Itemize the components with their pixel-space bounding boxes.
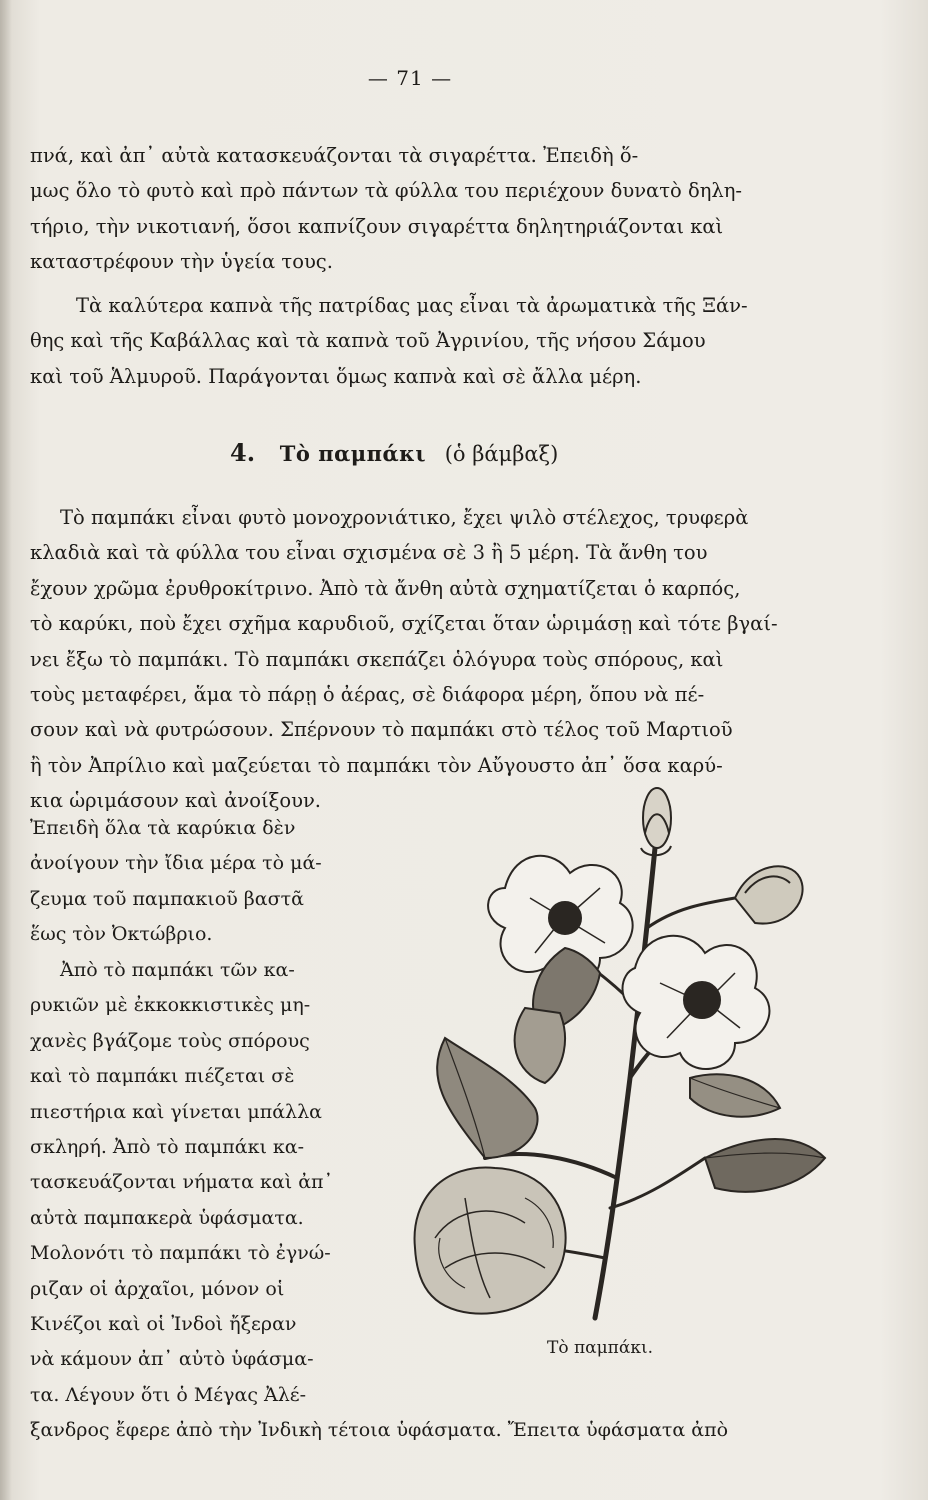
text-line: πνά, καὶ ἀπ᾽ αὐτὰ κατασκευάζονται τὰ σιγαρέττα. Ἐπειδὴ ὅ- [30,144,639,167]
text-line: ζευμα τοῦ παμπακιοῦ βαστᾶ [30,887,304,910]
text-line: τα. Λέγουν ὅτι ὁ Μέγας Ἀλέ- [30,1383,307,1406]
text-line: τοὺς μεταφέρει, ἅμα τὸ πάρῃ ὁ ἀέρας, σὲ διάφορα μέρη, ὅπου νὰ πέ- [30,683,705,707]
page-edge-shadow [0,0,12,1500]
text-line: αὐτὰ παμπακερὰ ὑφάσματα. [30,1206,304,1229]
text-line: Τὸ παμπάκι εἶναι φυτὸ μονοχρονιάτικο, ἔχει ψιλὸ στέλεχος, τρυφερὰ [60,506,749,529]
text-line: κλαδιὰ καὶ τὰ φύλλα του εἶναι σχισμένα σὲ 3 ἢ 5 μέρη. Τὰ ἄνθη του [30,541,708,565]
text-line: ἔχουν χρῶμα ἐρυθροκίτρινο. Ἀπὸ τὰ ἄνθη αὐτὰ σχηματίζεται ὁ καρπός, [30,576,741,600]
text-line: χανὲς βγάζομε τοὺς σπόρους [30,1029,310,1052]
paragraph-tobacco-health [30,138,742,280]
section-title: Τὸ παμπάκι [279,441,427,466]
text-line: νει ἔξω τὸ παμπάκι. Τὸ παμπάκι σκεπάζει ὁλόγυρα τοὺς σπόρους, καὶ [30,647,724,671]
text-line: πιεστήρια καὶ γίνεται μπάλλα [30,1100,322,1123]
text-line: Τὰ καλύτερα καπνὰ τῆς πατρίδας μας εἶναι τὰ ἀρωματικὰ τῆς Ξάν- [76,294,748,317]
text-line: σουν καὶ νὰ φυτρώσουν. Σπέρνουν τὸ παμπάκι στὸ τέλος τοῦ Μαρτιοῦ [30,718,733,742]
text-line: τὸ καρύκι, ποὺ ἔχει σχῆμα καρυδιοῦ, σχίζεται ὅταν ὡριμάσῃ καὶ τότε βγαί- [30,612,778,636]
section-subtitle: (ὁ βάμβαξ) [444,442,559,466]
text-line: Μολονότι τὸ παμπάκι τὸ ἐγνώ- [30,1242,331,1265]
text-line: ἀνοίγουν τὴν ἴδια μέρα τὸ μά- [30,852,322,875]
text-line: καταστρέφουν τὴν ὑγεία τους. [30,250,333,274]
section-number: 4. [230,438,256,467]
text-line: καὶ τοῦ Ἁλμυροῦ. Παράγονται ὅμως καπνὰ καὶ σὲ ἄλλα μέρη. [30,364,642,388]
text-line: κια ὡριμάσουν καὶ ἀνοίξουν. [30,789,322,813]
paragraph-tobacco-regions [30,288,748,394]
text-line: ρυκιῶν μὲ ἐκκοκκιστικὲς μη- [30,994,311,1017]
section-heading [230,438,558,467]
text-line: μως ὅλο τὸ φυτὸ καὶ πρὸ πάντων τὰ φύλλα του περιέχουν δυνατὸ δηλη- [30,179,743,203]
page-number: — 71 — [367,66,453,90]
paragraph-cotton-description [30,500,778,819]
text-line: σκληρή. Ἀπὸ τὸ παμπάκι κα- [30,1136,305,1159]
figure-caption: Τὸ παμπάκι. [546,1338,654,1358]
text-line: Κινέζοι καὶ οἱ Ἰνδοὶ ἤξεραν [30,1313,297,1336]
text-line: θης καὶ τῆς Καβάλλας καὶ τὰ καπνὰ τοῦ Ἀγρινίου, τῆς νήσου Σάμου [30,329,706,353]
text-line: νὰ κάμουν ἀπ᾽ αὐτὸ ὑφάσμα- [30,1348,314,1371]
text-line: τήριο, τὴν νικοτιανή, ὅσοι καπνίζουν σιγαρέττα δηλητηριάζονται καὶ [30,214,724,238]
text-line: τασκευάζονται νήματα καὶ ἀπ᾽ [30,1171,334,1194]
cotton-plant-icon [405,778,835,1338]
text-line: ἢ τὸν Ἀπρίλιο καὶ μαζεύεται τὸ παμπάκι τὸν Αὔγουστο ἀπ᾽ ὅσα καρύ- [30,753,723,777]
cotton-plant-illustration [405,778,835,1338]
paragraph-harvest [30,811,322,953]
text-line: Ἐπειδὴ ὅλα τὰ καρύκια δὲν [30,817,296,839]
text-line: ριζαν οἱ ἀρχαῖοι, μόνον οἱ [30,1277,285,1300]
text-line: ἕως τὸν Ὀκτώβριο. [30,923,213,946]
text-line: Ἀπὸ τὸ παμπάκι τῶν κα- [60,959,295,981]
text-line: ξανδρος ἔφερε ἀπὸ τὴν Ἰνδικὴ τέτοια ὑφάσματα. Ἔπειτα ὑφάσματα ἀπὸ [30,1419,729,1442]
text-line: καὶ τὸ παμπάκι πιέζεται σὲ [30,1065,295,1088]
